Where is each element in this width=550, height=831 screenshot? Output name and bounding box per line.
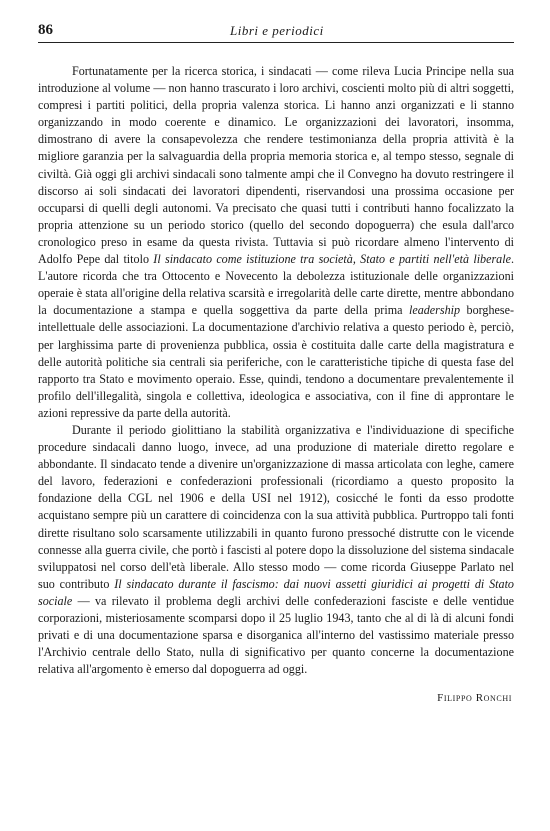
- page-number: 86: [38, 22, 53, 38]
- italic-title: Il sindacato come istituzione tra società, Stato e partiti nell'età liberale: [153, 252, 511, 267]
- paragraph-1: [38, 63, 514, 422]
- page-header: [38, 22, 514, 43]
- text-run: . L'autore ricorda che tra Ottocento e Novecento la debolezza istituzionale delle organizzazioni operaie è stata all'origine della relativa scarsità e irregolarità delle carte dirette, mentre abbondano la documentazione a stampa e quella soggettiva da parte della prima: [38, 252, 514, 318]
- article-body: [38, 63, 514, 678]
- paragraph-2: [38, 422, 514, 678]
- text-run: borghese-intellettuale delle associazioni. La documentazione d'archivio relativa a questo periodo è, perciò, per larghissima parte di provenienza pubblica, ossia è costituita dalle carte della magistratura e delle autorità politiche sia centrali sia periferiche, con le caratteristiche tipiche di questa fase del rapporto tra Stato e movimento operaio. Esse, quindi, tendono a documentare prevalentemente il profilo dell'illegalità, singola e collettiva, ideologica e associativa, con il fine di approntare le azioni repressive da parte della autorità.: [38, 303, 514, 420]
- page: [38, 22, 514, 704]
- text-run: Durante il periodo giolittiano la stabilità organizzativa e l'individuazione di specifiche procedure sindacali danno luogo, invece, ad una produzione di materiale diretto regolare e abbondante. Il sindacato tende a divenire un'organizzazione di massa articolata con leghe, camere del lavoro, federazioni e confederazioni professionali (ricordiamo a questo proposito la fondazione della CGL nel 1906 e della USI nel 1912), cosicché le fonti da esso prodotte acquistano sempre più un carattere di coincidenza con la sua attività pubblica. Purtroppo tali fonti dirette risultano solo scarsamente utilizzabili in quanto furono pressoché distrutte con le vicende connesse alla guerra civile, che portò i fascisti al potere dopo la dissoluzione del sistema sindacale sviluppatosi nel corso dell'età liberale. Allo stesso modo — come ricorda Giuseppe Parlato nel suo contributo: [38, 422, 514, 591]
- text-run: — va rilevato il problema degli archivi delle confederazioni fasciste e delle ventidue corporazioni, misteriosamente scomparsi dopo il 25 luglio 1943, tanto che al di là di alcuni fondi privati e di una documentazione sparsa e disorganica all'interno del vastissimo materiale presso l'Archivio centrale dello Stato, nulla di significativo per quanto concerne la documentazione relativa all'argomento è emerso dal dopoguerra ad oggi.: [38, 593, 514, 677]
- author-signature: Filippo Ronchi: [437, 692, 512, 705]
- italic-title: leadership: [408, 303, 461, 318]
- running-title: Libri e periodici: [230, 23, 324, 38]
- text-run: Fortunatamente per la ricerca storica, i sindacati — come rileva Lucia Principe nella sua introduzione al volume — non hanno trascurato i loro archivi, coscienti molto più di altri soggetti, compresi i partiti politici, della propria valenza storica. Li hanno anzi organizzati e li stanno organizzando in modo coerente e dinamico. Le organizzazioni dei lavoratori, insomma, dimostrano di avere la consapevolezza che rendere testimonianza della propria attività è la migliore garanzia per la salvaguardia della propria memoria storica e, al tempo stesso, segnale di civiltà. Già oggi gli archivi sindacali sono talmente ampi che il Convegno ha dovuto restringere il discorso ai soli sindacati dei lavoratori dipendenti, riservandosi una prossima occasione per occuparsi di quelli degli autonomi. Va precisato che quasi tutti i contributi hanno focalizzato la propria attenzione su un periodo storico (quello del secondo dopoguerra) che esula dall'arco cronologico preso in esame da questa rivista. Tuttavia si può ricordare almeno l'intervento di Adolfo Pepe dal titolo: [38, 64, 514, 267]
- italic-title: Il sindacato durante il fascismo: dai nuovi assetti giuridici ai progetti di Stato sociale: [38, 576, 514, 608]
